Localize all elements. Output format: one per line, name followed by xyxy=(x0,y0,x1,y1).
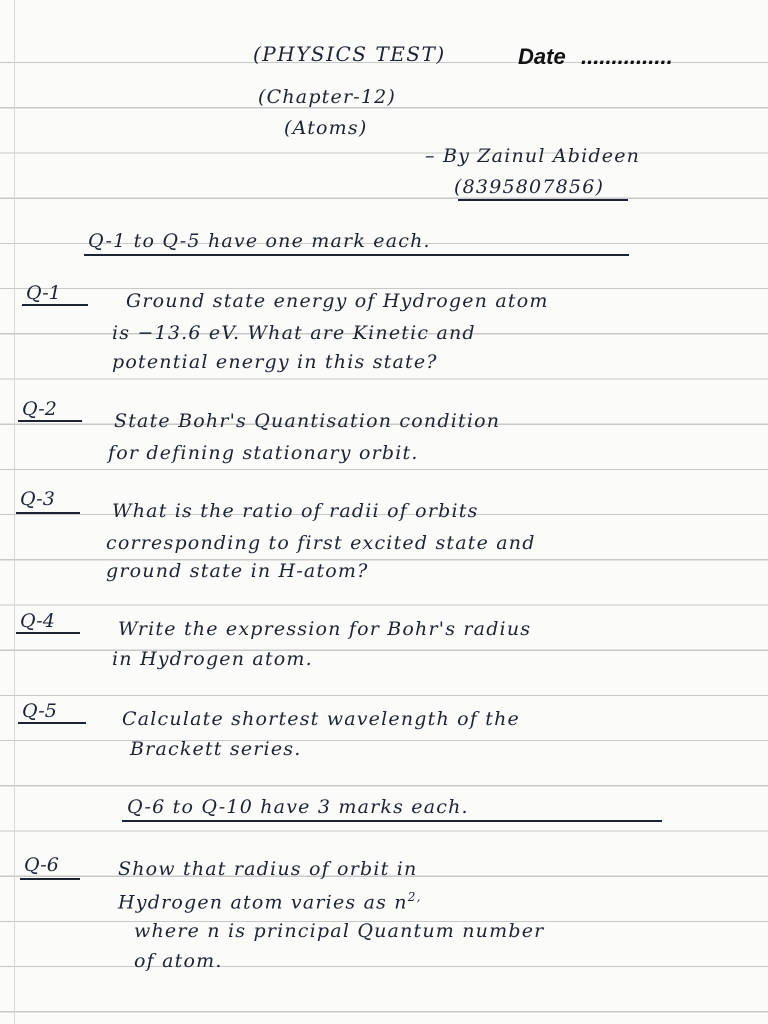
question-4-line-1: Write the expression for Bohr's radius xyxy=(118,618,532,640)
question-6-line-2: Hydrogen atom varies as $n^{2,}$ xyxy=(118,890,422,914)
date-blank: ............... xyxy=(581,44,673,69)
question-label-underline-1 xyxy=(22,304,88,306)
question-label-underline-6 xyxy=(20,878,80,880)
question-label-3: Q-3 xyxy=(20,488,55,510)
question-label-underline-2 xyxy=(18,420,82,422)
question-1-line-1: Ground state energy of Hydrogen atom xyxy=(126,290,549,312)
topic-label: (Atoms) xyxy=(284,117,368,139)
question-label-underline-5 xyxy=(18,722,86,724)
question-label-2: Q-2 xyxy=(22,398,57,420)
author-name: – By Zainul Abideen xyxy=(425,145,641,167)
question-3-line-3: ground state in H-atom? xyxy=(106,560,369,582)
question-6-line-3: where n is principal Quantum number xyxy=(134,920,545,942)
question-3-line-1: What is the ratio of radii of orbits xyxy=(112,500,479,522)
question-label-4: Q-4 xyxy=(20,610,55,632)
section-underline-2 xyxy=(122,820,662,822)
question-6-line-1: Show that radius of orbit in xyxy=(118,858,418,880)
margin-line xyxy=(14,0,15,1024)
question-label-5: Q-5 xyxy=(22,700,57,722)
question-2-line-1: State Bohr's Quantisation condition xyxy=(114,410,501,432)
question-label-1: Q-1 xyxy=(26,282,61,304)
phone-underline xyxy=(458,199,628,201)
question-1-line-2: is −13.6 eV. What are Kinetic and xyxy=(112,322,476,344)
test-title: (PHYSICS TEST) xyxy=(253,42,446,66)
question-2-line-2: for defining stationary orbit. xyxy=(108,442,419,464)
date-label: Date xyxy=(518,44,566,69)
question-label-underline-4 xyxy=(16,632,80,634)
question-1-line-3: potential energy in this state? xyxy=(112,351,438,373)
author-phone: (8395807856) xyxy=(454,176,605,198)
chapter-label: (Chapter-12) xyxy=(258,86,397,108)
question-5-line-1: Calculate shortest wavelength of the xyxy=(122,708,520,730)
exponent-two: 2, xyxy=(407,890,422,904)
question-4-line-2: in Hydrogen atom. xyxy=(112,648,313,670)
question-3-line-2: corresponding to first excited state and xyxy=(106,532,536,554)
question-6-line-4: of atom. xyxy=(134,950,223,972)
question-5-line-2: Brackett series. xyxy=(130,738,302,760)
section-heading-1: Q-1 to Q-5 have one mark each. xyxy=(88,230,431,252)
section-underline-1 xyxy=(84,254,629,256)
question-label-6: Q-6 xyxy=(24,854,59,876)
question-label-underline-3 xyxy=(16,512,80,514)
section-heading-2: Q-6 to Q-10 have 3 marks each. xyxy=(127,796,469,818)
